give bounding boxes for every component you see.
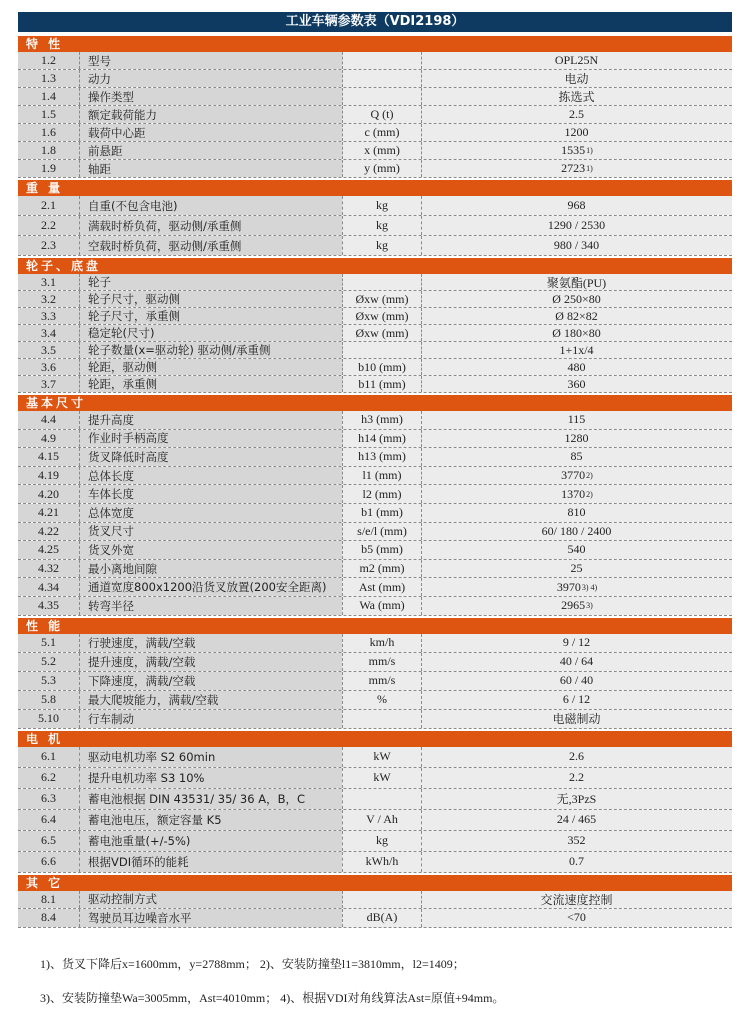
row-item: 蓄电池电压，额定容量 K5: [80, 810, 342, 830]
table-row: [18, 485, 732, 504]
row-value-cell: [422, 504, 732, 522]
row-unit: kg: [342, 216, 422, 235]
table-row: [18, 541, 732, 560]
table-row: [18, 504, 732, 523]
row-number: 4.19: [18, 467, 80, 485]
row-value: 25: [570, 561, 583, 576]
row-item: 作业时手柄高度: [80, 430, 342, 448]
row-value-cell: [422, 634, 732, 652]
row-number: 6.4: [18, 810, 80, 830]
row-item: 载荷中心距: [80, 124, 342, 141]
row-unit: km/h: [342, 634, 422, 652]
row-unit: [342, 342, 422, 358]
row-item: 转弯半径: [80, 597, 342, 615]
row-unit: s/e/l (mm): [342, 523, 422, 541]
row-number: 8.1: [18, 891, 80, 909]
table-row: [18, 342, 732, 359]
section-header: 性 能: [18, 616, 732, 634]
row-value: 2965: [561, 598, 586, 613]
row-item: 通道宽度800x1200沿货叉放置(200安全距离): [80, 578, 342, 596]
row-unit: V / Ah: [342, 810, 422, 830]
row-number: 3.3: [18, 308, 80, 324]
row-item: 行车制动: [80, 710, 342, 728]
table-title: 工业车辆参数表（VDI2198）: [18, 12, 732, 32]
table-row: [18, 653, 732, 672]
row-number: 1.8: [18, 142, 80, 159]
row-item: 车体长度: [80, 485, 342, 503]
row-unit: [342, 891, 422, 909]
row-unit: b1 (mm): [342, 504, 422, 522]
table-row: [18, 578, 732, 597]
row-number: 6.2: [18, 768, 80, 788]
row-item: 轮子: [80, 274, 342, 290]
row-unit: Wa (mm): [342, 597, 422, 615]
row-value-cell: [422, 467, 732, 485]
row-unit: [342, 70, 422, 87]
row-unit: b5 (mm): [342, 541, 422, 559]
row-item: 行驶速度，满载/空载: [80, 634, 342, 652]
row-value-cell: [422, 653, 732, 671]
row-number: 5.10: [18, 710, 80, 728]
row-value: 352: [567, 833, 586, 848]
row-number: 3.6: [18, 359, 80, 375]
section-header: 特 性: [18, 34, 732, 52]
row-unit: kW: [342, 747, 422, 767]
table-row: [18, 430, 732, 449]
row-number: 3.5: [18, 342, 80, 358]
table-row: [18, 467, 732, 486]
row-item: 根据VDI循环的能耗: [80, 852, 342, 872]
row-item: 轮距，驱动侧: [80, 359, 342, 375]
row-number: 3.1: [18, 274, 80, 290]
row-value: 810: [567, 505, 586, 520]
table-row: [18, 768, 732, 789]
row-value-cell: [422, 124, 732, 141]
row-number: 4.22: [18, 523, 80, 541]
row-number: 4.32: [18, 560, 80, 578]
row-item: 最小离地间隙: [80, 560, 342, 578]
row-number: 1.9: [18, 160, 80, 177]
row-value: <70: [567, 910, 586, 925]
row-value: 540: [567, 542, 586, 557]
row-unit: kg: [342, 236, 422, 255]
row-unit: m2 (mm): [342, 560, 422, 578]
row-number: 5.8: [18, 691, 80, 709]
row-value: 9 / 12: [562, 635, 591, 650]
row-unit: x (mm): [342, 142, 422, 159]
row-unit: [342, 789, 422, 809]
row-item: 轮子尺寸，驱动侧: [80, 291, 342, 307]
row-number: 6.6: [18, 852, 80, 872]
row-unit: l1 (mm): [342, 467, 422, 485]
row-number: 6.3: [18, 789, 80, 809]
table-row: [18, 291, 732, 308]
table-row: [18, 634, 732, 653]
row-value: 40 / 64: [559, 654, 594, 669]
row-value-cell: [422, 359, 732, 375]
row-value-cell: [422, 411, 732, 429]
row-footnote-ref: 1): [586, 146, 593, 155]
row-item: 型号: [80, 52, 342, 69]
row-value-cell: [422, 274, 732, 290]
row-value-cell: [422, 891, 732, 909]
row-number: 1.5: [18, 106, 80, 123]
section-header: 轮子、底盘: [18, 256, 732, 274]
row-unit: [342, 274, 422, 290]
row-number: 1.3: [18, 70, 80, 87]
section-header: 基本尺寸: [18, 393, 732, 411]
row-value: 1535: [561, 143, 586, 157]
row-item: 驱动电机功率 S2 60min: [80, 747, 342, 767]
row-item: 轮距，承重侧: [80, 376, 342, 392]
row-unit: Øxw (mm): [342, 308, 422, 324]
row-unit: b10 (mm): [342, 359, 422, 375]
spec-table: [18, 12, 732, 928]
row-value: 聚氨酯(PU): [546, 275, 607, 290]
table-row: [18, 747, 732, 768]
row-value-cell: [422, 852, 732, 872]
row-unit: b11 (mm): [342, 376, 422, 392]
row-item: 自重(不包含电池): [80, 196, 342, 215]
row-item: 稳定轮(尺寸): [80, 325, 342, 341]
row-value: 1290 / 2530: [547, 218, 606, 232]
row-value-cell: [422, 672, 732, 690]
row-value-cell: [422, 342, 732, 358]
row-item: 空载时桥负荷，驱动侧/承重侧: [80, 236, 342, 255]
row-value-cell: [422, 541, 732, 559]
row-item: 总体宽度: [80, 504, 342, 522]
row-item: 提升速度，满载/空载: [80, 653, 342, 671]
table-row: [18, 560, 732, 579]
table-row: [18, 124, 732, 142]
row-value-cell: [422, 578, 732, 596]
row-item: 驾驶员耳边噪音水平: [80, 909, 342, 927]
row-value: 2.5: [569, 107, 584, 121]
table-row: [18, 448, 732, 467]
row-number: 6.5: [18, 831, 80, 851]
table-row: [18, 325, 732, 342]
row-item: 前悬距: [80, 142, 342, 159]
row-value: 拣选式: [558, 90, 595, 104]
table-row: [18, 196, 732, 216]
row-number: 4.9: [18, 430, 80, 448]
row-value-cell: [422, 196, 732, 215]
row-item: 提升电机功率 S3 10%: [80, 768, 342, 788]
row-value-cell: [422, 325, 732, 341]
table-row: [18, 523, 732, 542]
row-value-cell: [422, 768, 732, 788]
row-number: 1.6: [18, 124, 80, 141]
row-item: 提升高度: [80, 411, 342, 429]
row-number: 4.4: [18, 411, 80, 429]
row-unit: l2 (mm): [342, 485, 422, 503]
row-value: 2723: [561, 161, 586, 175]
row-value-cell: [422, 710, 732, 728]
row-number: 2.1: [18, 196, 80, 215]
section-header: 电 机: [18, 729, 732, 747]
row-unit: [342, 88, 422, 105]
row-item: 最大爬坡能力，满载/空载: [80, 691, 342, 709]
row-unit: Q (t): [342, 106, 422, 123]
table-row: [18, 216, 732, 236]
table-row: [18, 710, 732, 729]
row-value-cell: [422, 88, 732, 105]
row-item: 轴距: [80, 160, 342, 177]
row-value-cell: [422, 430, 732, 448]
row-number: 8.4: [18, 909, 80, 927]
row-item: 蓄电池重量(+/-5%): [80, 831, 342, 851]
row-value-cell: [422, 485, 732, 503]
table-row: [18, 672, 732, 691]
row-unit: kWh/h: [342, 852, 422, 872]
table-row: [18, 411, 732, 430]
row-value-cell: [422, 909, 732, 927]
table-row: [18, 88, 732, 106]
row-unit: kW: [342, 768, 422, 788]
row-value: OPL25N: [554, 53, 599, 67]
table-row: [18, 236, 732, 256]
row-unit: [342, 52, 422, 69]
table-row: [18, 691, 732, 710]
table-row: [18, 597, 732, 616]
row-item: 驱动控制方式: [80, 891, 342, 909]
row-value-cell: [422, 160, 732, 177]
row-number: 3.7: [18, 376, 80, 392]
row-unit: kg: [342, 196, 422, 215]
table-row: [18, 142, 732, 160]
row-value: 电磁制动: [552, 712, 601, 727]
row-number: 5.1: [18, 634, 80, 652]
row-footnote-ref: 2): [586, 471, 593, 481]
row-value: 980 / 340: [553, 238, 600, 252]
footnote: 1)、货叉下降后x=1600mm，y=2788mm； 2)、安装防撞垫l1=3810mm，l2=1409；: [40, 957, 465, 971]
row-value-cell: [422, 308, 732, 324]
row-number: 4.20: [18, 485, 80, 503]
table-row: [18, 70, 732, 88]
row-value: 85: [570, 449, 583, 464]
row-value: 60 / 40: [559, 673, 594, 688]
table-row: [18, 909, 732, 928]
table-row: [18, 274, 732, 291]
section-header: 重 量: [18, 178, 732, 196]
row-value: 480: [567, 359, 586, 374]
footnote: 3)、安装防撞垫Wa=3005mm，Ast=4010mm； 4)、根据VDI对角线算法Ast=原值+94mm。: [40, 991, 505, 1005]
row-unit: %: [342, 691, 422, 709]
row-unit: [342, 710, 422, 728]
row-item: 轮子尺寸，承重侧: [80, 308, 342, 324]
row-value-cell: [422, 291, 732, 307]
row-unit: mm/s: [342, 653, 422, 671]
row-value: 1+1x/4: [559, 342, 594, 357]
row-value: 0.7: [569, 854, 584, 869]
row-value-cell: [422, 789, 732, 809]
row-footnote-ref: 1): [586, 164, 593, 173]
row-number: 4.15: [18, 448, 80, 466]
row-value: 1200: [564, 125, 589, 139]
row-value: 电动: [564, 72, 589, 86]
row-value-cell: [422, 106, 732, 123]
row-item: 下降速度，满载/空载: [80, 672, 342, 690]
row-value: 3970: [556, 579, 581, 594]
row-number: 4.25: [18, 541, 80, 559]
row-value-cell: [422, 448, 732, 466]
row-unit: dB(A): [342, 909, 422, 927]
row-unit: Øxw (mm): [342, 291, 422, 307]
table-row: [18, 831, 732, 852]
row-value: 968: [567, 198, 586, 212]
row-value-cell: [422, 216, 732, 235]
row-value: 60/ 180 / 2400: [541, 523, 612, 538]
row-number: 4.21: [18, 504, 80, 522]
table-row: [18, 106, 732, 124]
row-value-cell: [422, 523, 732, 541]
row-item: 总体长度: [80, 467, 342, 485]
row-value-cell: [422, 691, 732, 709]
section-header: 其 它: [18, 873, 732, 891]
row-unit: h14 (mm): [342, 430, 422, 448]
table-row: [18, 891, 732, 910]
row-item: 轮子数量(x=驱动轮) 驱动侧/承重侧: [80, 342, 342, 358]
row-value: 交流速度控制: [540, 892, 613, 907]
row-number: 5.3: [18, 672, 80, 690]
row-value: 3770: [561, 468, 586, 483]
row-value-cell: [422, 52, 732, 69]
row-item: 动力: [80, 70, 342, 87]
row-unit: h3 (mm): [342, 411, 422, 429]
row-value: 6 / 12: [562, 692, 591, 707]
row-number: 3.4: [18, 325, 80, 341]
row-number: 4.35: [18, 597, 80, 615]
row-number: 5.2: [18, 653, 80, 671]
row-value-cell: [422, 597, 732, 615]
row-number: 2.2: [18, 216, 80, 235]
row-item: 满载时桥负荷，驱动侧/承重侧: [80, 216, 342, 235]
table-row: [18, 852, 732, 873]
table-row: [18, 160, 732, 178]
footnotes: [40, 955, 504, 1023]
row-unit: mm/s: [342, 672, 422, 690]
row-value: 1280: [564, 430, 589, 445]
row-footnote-ref: 2): [586, 489, 593, 499]
row-footnote-ref: 3): [586, 601, 593, 611]
row-number: 1.2: [18, 52, 80, 69]
row-item: 货叉尺寸: [80, 523, 342, 541]
row-value: Ø 180×80: [552, 325, 601, 340]
row-unit: y (mm): [342, 160, 422, 177]
row-item: 货叉外宽: [80, 541, 342, 559]
row-value: Ø 82×82: [555, 308, 598, 323]
row-value: 360: [567, 376, 586, 391]
row-number: 4.34: [18, 578, 80, 596]
row-value-cell: [422, 810, 732, 830]
row-unit: c (mm): [342, 124, 422, 141]
row-value-cell: [422, 747, 732, 767]
table-row: [18, 308, 732, 325]
row-value-cell: [422, 236, 732, 255]
row-number: 6.1: [18, 747, 80, 767]
row-footnote-ref: 3) 4): [581, 582, 598, 592]
table-row: [18, 376, 732, 393]
row-number: 2.3: [18, 236, 80, 255]
row-value-cell: [422, 560, 732, 578]
row-value: 1370: [561, 486, 586, 501]
row-number: 3.2: [18, 291, 80, 307]
row-item: 蓄电池根据 DIN 43531/ 35/ 36 A，B，C: [80, 789, 342, 809]
table-row: [18, 810, 732, 831]
row-unit: h13 (mm): [342, 448, 422, 466]
table-row: [18, 359, 732, 376]
row-value-cell: [422, 376, 732, 392]
row-value: 115: [567, 412, 586, 427]
row-unit: Ast (mm): [342, 578, 422, 596]
table-body: [18, 34, 732, 928]
row-unit: kg: [342, 831, 422, 851]
row-value-cell: [422, 70, 732, 87]
row-item: 操作类型: [80, 88, 342, 105]
row-number: 1.4: [18, 88, 80, 105]
table-row: [18, 52, 732, 70]
row-value: Ø 250×80: [552, 291, 601, 306]
row-value-cell: [422, 142, 732, 159]
row-item: 货叉降低时高度: [80, 448, 342, 466]
row-value: 无,3PzS: [556, 792, 597, 807]
row-value: 2.6: [569, 749, 584, 764]
row-value: 2.2: [569, 770, 584, 785]
row-value: 24 / 465: [556, 812, 597, 827]
table-row: [18, 789, 732, 810]
row-item: 额定载荷能力: [80, 106, 342, 123]
row-value-cell: [422, 831, 732, 851]
row-unit: Øxw (mm): [342, 325, 422, 341]
